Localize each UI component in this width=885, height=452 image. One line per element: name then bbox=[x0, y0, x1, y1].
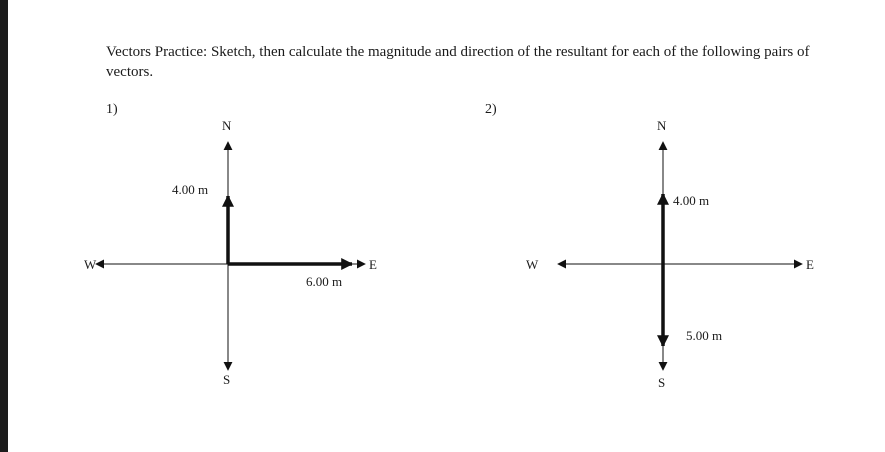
problem-2-number: 2) bbox=[485, 102, 497, 117]
problem-1-west-label: W bbox=[84, 257, 97, 272]
problem-1-vector-east-label: 6.00 m bbox=[306, 274, 343, 289]
problem-1-south-label: S bbox=[223, 372, 231, 387]
problem-2-west-label: W bbox=[526, 257, 539, 272]
problem-1-number: 1) bbox=[106, 102, 118, 117]
problem-2-south-label: S bbox=[658, 375, 666, 390]
problem-1-compass bbox=[96, 142, 365, 370]
problem-2-vector-north-label: 4.00 m bbox=[673, 193, 710, 208]
problem-1-east-label: E bbox=[369, 257, 377, 272]
problem-2-east-label: E bbox=[806, 257, 814, 272]
problem-2-compass bbox=[558, 142, 802, 370]
problem-2-north-label: N bbox=[657, 118, 667, 133]
problem-2-vector-south-label: 5.00 m bbox=[686, 328, 723, 343]
problem-1-north-label: N bbox=[222, 118, 232, 133]
problem-1-vector-north-label: 4.00 m bbox=[172, 182, 209, 197]
instructions-text: Vectors Practice: Sketch, then calculate the magnitude and direction of the resultant for each of the following pairs of vectors. bbox=[106, 44, 810, 80]
